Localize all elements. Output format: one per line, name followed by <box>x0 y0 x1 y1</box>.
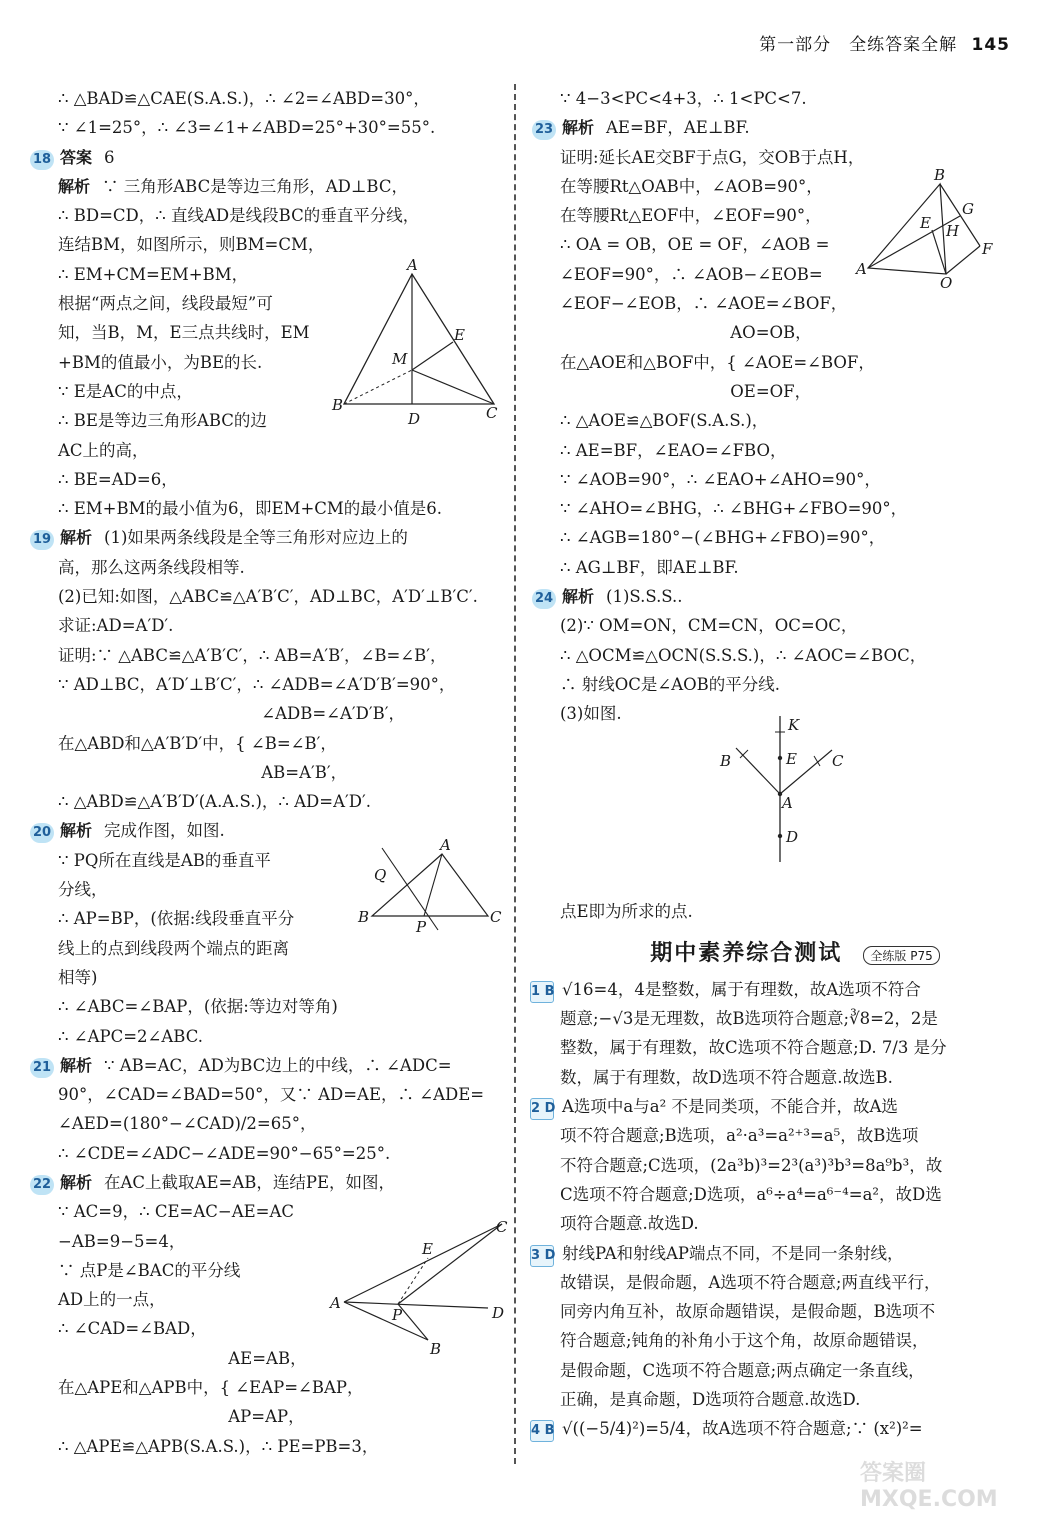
line-text: ∵ ∠AOB=90°，∴ ∠EAO+∠AHO=90°， <box>560 469 881 489</box>
fig22-label-A: A <box>330 1294 341 1312</box>
text-line <box>531 975 1030 1004</box>
fig22-label-D: D <box>492 1304 505 1322</box>
line-text: AD上的一点， <box>58 1290 166 1310</box>
line-text: 线上的点到线段两个端点的距离 <box>58 938 289 958</box>
page-header <box>759 30 1010 55</box>
answer-tag: 解析 <box>60 1172 93 1192</box>
line-text: 在等腰Rt△EOF中，∠EOF=90°， <box>560 206 822 226</box>
text-line <box>32 1051 528 1080</box>
line-text: 项不符合题意;B选项，a²·a³=a²⁺³=a⁵，故B选项 <box>560 1126 919 1146</box>
text-line <box>32 523 528 552</box>
line-text: ∵ AC=9，∴ CE=AC−AE=AC <box>58 1202 295 1222</box>
line-text: 相等) <box>58 967 98 987</box>
question-number: 21 <box>30 1058 54 1078</box>
text-line <box>560 1385 1030 1414</box>
text-line <box>560 611 1030 640</box>
line-text: ∴ ∠AGB=180°−(∠BHG+∠FBO)=90°， <box>560 528 886 548</box>
line-text: ∴ AE=BF，∠EAO=∠FBO， <box>560 440 787 460</box>
watermark-text: 答案圈 MXQE.COM <box>860 1461 998 1512</box>
text-line <box>58 1109 528 1138</box>
fig23-label-H: H <box>946 222 960 240</box>
figure-24 <box>716 712 866 872</box>
text-line <box>560 406 1030 435</box>
fig22-label-C: C <box>496 1218 508 1236</box>
question-number: 18 <box>30 150 54 170</box>
answer-badge: 2 D <box>530 1098 554 1120</box>
line-text: 整数，属于有理数，故C选项不符合题意;D. 7/3 是分 <box>560 1038 947 1058</box>
line-text: 在△ABD和△A′B′D′中，{ ∠B=∠B′， <box>58 733 337 753</box>
line-text: ∴ AP=BP，(依据:线段垂直平分 <box>58 909 295 929</box>
answer-tag: 解析 <box>562 587 595 607</box>
text-line <box>534 582 1030 611</box>
text-line <box>560 641 1030 670</box>
question-number: 22 <box>30 1175 54 1195</box>
text-line <box>32 143 528 172</box>
text-line <box>560 1180 1030 1209</box>
text-line <box>560 494 1030 523</box>
line-text: 射线PA和射线AP端点不同，不是同一条射线， <box>562 1243 904 1263</box>
text-line <box>58 1080 528 1109</box>
watermark <box>860 1456 1030 1516</box>
text-line <box>560 1326 1030 1355</box>
text-line <box>531 1092 1030 1121</box>
line-text: 同旁内角互补，故原命题错误，是假命题，B选项不 <box>560 1302 936 1322</box>
line-text: √16=4，4是整数，属于有理数，故A选项不符合 <box>562 979 921 999</box>
text-line <box>560 670 1030 699</box>
line-text: ∴ △ABD≌△A′B′D′(A.A.S.)，∴ AD=A′D′. <box>58 792 371 812</box>
text-line <box>58 992 528 1021</box>
line-text: 在△APE和△APB中，{ ∠EAP=∠BAP， <box>58 1378 364 1398</box>
text-line <box>560 1209 1030 1238</box>
fig23-label-G: G <box>962 200 974 218</box>
text-line <box>32 1168 528 1197</box>
line-text: ∵ 三角形ABC是等边三角形，AD⊥BC， <box>102 176 408 196</box>
section-heading <box>560 936 1030 967</box>
line-text: ∵ E是AC的中点， <box>58 381 193 401</box>
line-text: (1)如果两条线段是全等三角形对应边上的 <box>104 528 408 548</box>
fig20-label-P: P <box>416 918 427 936</box>
line-text: 根据“两点之间，线段最短”可 <box>58 294 273 314</box>
text-line <box>560 1356 1030 1385</box>
text-line <box>58 1402 528 1431</box>
line-text: ∴ ∠ABC=∠BAP，(依据:等边对等角) <box>58 997 338 1017</box>
line-text: 知，当B，M，E三点共线时，EM <box>58 323 310 343</box>
line-text: ∵ 4−3<PC<4+3，∴ 1<PC<7. <box>560 89 807 108</box>
answer-tag: 解析 <box>562 118 595 138</box>
text-line <box>560 1151 1030 1180</box>
line-text: ∠ADB=∠A′D′B′， <box>58 704 405 724</box>
line-text: 在AC上截取AE=AB，连结PE，如图， <box>104 1172 396 1192</box>
figure-20 <box>356 838 506 942</box>
text-line <box>58 84 528 113</box>
line-text: ∴ AG⊥BF，即AE⊥BF. <box>560 557 739 577</box>
fig18-label-D: D <box>408 410 421 428</box>
text-line <box>560 465 1030 494</box>
text-line <box>560 1063 1030 1092</box>
section-title: 期中素养综合测试 <box>650 940 843 966</box>
text-line <box>531 1414 1030 1443</box>
text-line <box>560 318 1030 347</box>
line-text: ∵ 点P是∠BAC的平分线 <box>58 1260 241 1280</box>
fig20-label-B: B <box>358 908 370 926</box>
line-text: AB=A′B′， <box>58 762 348 782</box>
text-line <box>560 348 1030 377</box>
line-text: AC上的高， <box>58 440 149 460</box>
fig23-label-B: B <box>934 166 946 184</box>
fig23-label-F: F <box>982 240 993 258</box>
text-line <box>58 553 528 582</box>
line-text: ∴ EM+BM的最小值为6，即EM+CM的最小值是6. <box>58 499 443 519</box>
line-text: √((−5/4)²)=5/4，故A选项不符合题意;∵ (x²)²= <box>562 1419 923 1439</box>
line-text: ∴ EM+CM=EM+BM， <box>58 264 249 284</box>
line-text: 正确，是真命题，D选项符合题意.故选D. <box>560 1389 861 1409</box>
header-section: 第一部分 全练答案全解 <box>759 35 958 55</box>
fig24-label-A: A <box>782 794 793 812</box>
fig24-label-K: K <box>788 716 800 734</box>
line-text: (2)已知:如图，△ABC≌△A′B′C′，AD⊥BC，A′D′⊥B′C′. <box>58 587 478 607</box>
text-line <box>58 201 528 230</box>
line-text: AE=BF，AE⊥BF. <box>606 118 750 138</box>
text-line <box>58 436 528 465</box>
line-text: 项符合题意.故选D. <box>560 1214 699 1234</box>
question-number: 23 <box>532 120 556 140</box>
text-line <box>58 729 528 758</box>
text-line <box>58 670 528 699</box>
figure-22 <box>326 1212 516 1366</box>
text-line <box>560 436 1030 465</box>
question-number: 19 <box>30 530 54 550</box>
line-text: (1)S.S.S.. <box>606 587 683 607</box>
line-text: AE=AB， <box>58 1348 307 1368</box>
fig23-label-E: E <box>920 214 931 232</box>
line-text: ∴ △OCM≌△OCN(S.S.S.)，∴ ∠AOC=∠BOC， <box>560 645 927 665</box>
line-text: ∴ ∠APC=2∠ABC. <box>58 1026 203 1046</box>
text-line <box>531 1239 1030 1268</box>
line-text: ∠EOF=90°，∴ ∠AOB−∠EOB= <box>560 264 823 284</box>
line-text: OE=OF， <box>560 381 812 401</box>
line-text: ∵ AB=AC，AD为BC边上的中线，∴ ∠ADC= <box>104 1055 452 1075</box>
line-text: 90°，∠CAD=∠BAD=50°，又∵ AD=AE，∴ ∠ADE= <box>58 1085 485 1105</box>
fig24-label-E: E <box>786 750 797 768</box>
page-number: 145 <box>971 35 1010 55</box>
line-text: 求证:AD=A′D′. <box>58 616 174 636</box>
text-line <box>560 1004 1030 1033</box>
line-text: A选项中a与a² 不是同类项，不能合并，故A选 <box>562 1097 898 1117</box>
text-line <box>560 377 1030 406</box>
line-text: 6 <box>104 147 115 167</box>
text-line <box>560 1297 1030 1326</box>
line-text: ∴ △APE≌△APB(S.A.S.)，∴ PE=PB=3， <box>58 1436 379 1456</box>
line-text: ∴ BD=CD，∴ 直线AD是线段BC的垂直平分线， <box>58 206 420 226</box>
line-text: 不符合题意;C选项，(2a³b)³=2³(a³)³b³=8a⁹b³，故 <box>560 1155 943 1175</box>
line-text: 符合题意;钝角的补角小于这个角，故原命题错误， <box>560 1331 929 1351</box>
fig24-label-C: C <box>832 752 844 770</box>
line-text: 故错误，是假命题，A选项不符合题意;两直线平行， <box>560 1272 941 1292</box>
text-line <box>58 1022 528 1051</box>
text-line <box>58 172 528 201</box>
fig22-label-B: B <box>430 1340 442 1358</box>
text-line <box>58 963 528 992</box>
line-text: AO=OB， <box>560 323 812 343</box>
line-text: ∴ ∠CDE=∠ADC−∠ADE=90°−65°=25°. <box>58 1143 391 1163</box>
question-number: 24 <box>532 589 556 609</box>
section-badge: 全练版 P75 <box>863 946 939 965</box>
line-text: −AB=9−5=4， <box>58 1231 186 1251</box>
answer-tag: 答案 <box>60 147 93 167</box>
question-number: 20 <box>30 823 54 843</box>
fig24-label-D: D <box>786 828 799 846</box>
line-text: ∠EOF−∠EOB，∴ ∠AOE=∠BOF， <box>560 294 848 314</box>
line-text: ∵ ∠1=25°，∴ ∠3=∠1+∠ABD=25°+30°=55°. <box>58 118 436 138</box>
line-text: ∵ ∠AHO=∠BHG，∴ ∠BHG+∠FBO=90°， <box>560 499 908 519</box>
text-line <box>58 699 528 728</box>
text-line <box>58 230 528 259</box>
text-line <box>560 523 1030 552</box>
text-line <box>58 1139 528 1168</box>
fig22-label-E: E <box>422 1240 433 1258</box>
line-text: 题意;−√3是无理数，故B选项符合题意;∛8=2，2是 <box>560 1009 938 1029</box>
answer-badge: 4 B <box>530 1420 554 1442</box>
answer-tag: 解析 <box>60 1055 93 1075</box>
text-line <box>58 465 528 494</box>
text-line <box>560 1033 1030 1062</box>
fig18-label-A: A <box>407 258 418 274</box>
line-text: ∵ AD⊥BC，A′D′⊥B′C′，∴ ∠ADB=∠A′D′B′=90°， <box>58 674 456 694</box>
line-text: 证明:延长AE交BF于点G，交OB于点H， <box>560 147 865 167</box>
line-text: 完成作图，如图. <box>104 821 225 841</box>
text-line <box>560 84 1030 113</box>
text-line <box>560 553 1030 582</box>
fig20-label-A: A <box>440 838 451 854</box>
fig20-label-Q: Q <box>374 866 387 884</box>
line-text: ∴ BE是等边三角形ABC的边 <box>58 411 267 431</box>
figure-23 <box>854 166 1004 294</box>
text-line <box>58 641 528 670</box>
line-text: 高，那么这两条线段相等. <box>58 557 245 577</box>
line-text: ∴ ∠CAD=∠BAD， <box>58 1319 207 1339</box>
line-text: 点E即为所求的点. <box>560 901 693 921</box>
line-text: ∴ △BAD≌△CAE(S.A.S.)，∴ ∠2=∠ABD=30°， <box>58 89 430 108</box>
text-line <box>58 113 528 142</box>
text-line <box>58 1432 528 1461</box>
line-text: 证明:∵ △ABC≌△A′B′C′，∴ AB=A′B′，∠B=∠B′， <box>58 645 447 665</box>
line-text: 在等腰Rt△OAB中，∠AOB=90°， <box>560 176 823 196</box>
line-text: ∵ PQ所在直线是AB的垂直平 <box>58 850 271 870</box>
line-text: C选项不符合题意;D选项，a⁶÷a⁴=a⁶⁻⁴=a²，故D选 <box>560 1184 942 1204</box>
text-line <box>58 1373 528 1402</box>
text-line <box>560 897 1030 926</box>
text-line <box>58 758 528 787</box>
fig18-label-B: B <box>332 396 344 414</box>
text-line <box>560 1268 1030 1297</box>
fig18-label-C: C <box>486 404 498 422</box>
fig23-label-O: O <box>940 274 953 290</box>
line-text: (2)∵ OM=ON，CM=CN，OC=OC， <box>560 616 858 636</box>
right-block-b <box>560 897 1030 926</box>
line-text: +BM的值最小，为BE的长. <box>58 352 263 372</box>
right-block-c <box>531 975 1030 1444</box>
line-text: 数，属于有理数，故D选项不符合题意.故选B. <box>560 1067 893 1087</box>
fig24-label-B: B <box>720 752 732 770</box>
figure-18 <box>330 258 510 432</box>
line-text: 是假命题，C选项不符合题意;两点确定一条直线， <box>560 1360 925 1380</box>
line-text: ∴ 射线OC是∠AOB的平分线. <box>560 674 781 694</box>
answer-badge: 3 D <box>530 1245 554 1267</box>
answer-badge: 1 B <box>530 981 554 1003</box>
text-line <box>560 1121 1030 1150</box>
fig23-label-A: A <box>856 260 867 278</box>
fig22-label-P: P <box>392 1306 403 1324</box>
line-text: ∴ △AOE≌△BOF(S.A.S.)， <box>560 411 769 431</box>
line-text: 连结BM，如图所示，则BM=CM， <box>58 235 325 255</box>
line-text: ∴ BE=AD=6， <box>58 469 178 489</box>
answer-tag: 解析 <box>58 176 91 196</box>
fig18-label-E: E <box>454 326 465 344</box>
fig18-label-M: M <box>392 350 408 368</box>
line-text: ∴ OA = OB，OE = OF，∠AOB = <box>560 235 830 255</box>
fig20-label-C: C <box>490 908 502 926</box>
line-text: 分线， <box>58 880 108 900</box>
text-line <box>58 494 528 523</box>
text-line <box>58 582 528 611</box>
text-line <box>58 787 528 816</box>
line-text: (3)如图. <box>560 704 622 724</box>
answer-tag: 解析 <box>60 821 93 841</box>
line-text: 在△AOE和△BOF中，{ ∠AOE=∠BOF， <box>560 352 875 372</box>
line-text: AP=AP， <box>58 1407 305 1427</box>
text-line <box>58 611 528 640</box>
answer-tag: 解析 <box>60 528 93 548</box>
line-text: ∠AED=(180°−∠CAD)/2=65°， <box>58 1114 317 1134</box>
text-line <box>534 113 1030 142</box>
